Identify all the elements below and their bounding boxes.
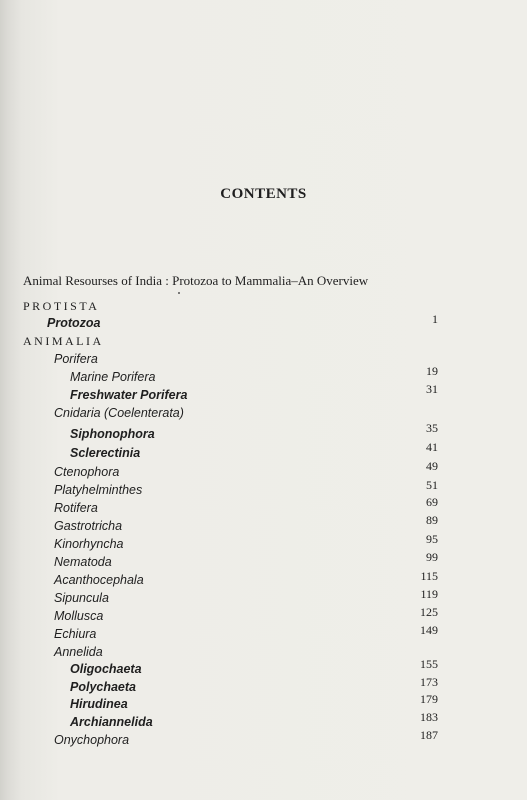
toc-entry-label: Siphonophora: [70, 427, 155, 441]
toc-page-number: 19: [426, 364, 438, 378]
toc-row-cnidaria: [0, 406, 527, 424]
toc-row-ctenophora: [0, 459, 527, 483]
contents-heading: CONTENTS: [220, 186, 307, 202]
toc-page-number: 179: [420, 692, 438, 706]
toc-row-polychaeta: [0, 675, 527, 698]
toc-row-marine-porifera: [0, 364, 527, 388]
toc-page-number: 115: [420, 569, 438, 583]
toc-row-platyhelminthes: [0, 478, 527, 501]
toc-page-number: 183: [420, 710, 438, 724]
toc-page-number: 125: [420, 605, 438, 619]
toc-page-number: 149: [420, 623, 438, 637]
toc-entry-label: Nematoda: [54, 555, 112, 569]
toc-entry-label: Archiannelida: [70, 715, 153, 729]
toc-entry-label: Gastrotricha: [54, 519, 123, 533]
toc-row-oligochaeta: [0, 657, 527, 680]
toc-page-number: 89: [426, 513, 438, 527]
toc-row-annelida: [0, 645, 527, 663]
toc-entry-label: Echiura: [54, 627, 97, 641]
toc-row-siphonophora: [0, 421, 527, 445]
toc-row-kinorhyncha: [0, 532, 527, 555]
toc-page-number: 173: [420, 675, 438, 689]
contents-subtitle: Animal Resourses of India : Protozoa to Mammalia–An Overview: [23, 273, 369, 288]
toc-row-rotifera: [0, 495, 527, 519]
toc-entry-label: Freshwater Porifera: [70, 388, 188, 402]
toc-page-number: 187: [420, 728, 438, 742]
toc-page-number: 51: [426, 478, 438, 492]
toc-row-hirudinea: [0, 692, 527, 715]
toc-row-sipuncula: [0, 587, 527, 609]
toc-row-animalia: [0, 334, 527, 352]
toc-entry-label: Hirudinea: [70, 697, 128, 711]
toc-row-mollusca: [0, 605, 527, 627]
toc-row-freshwater-porifera: [0, 382, 527, 406]
toc-entry-label: Marine Porifera: [70, 370, 156, 384]
toc-entry-label: Polychaeta: [70, 680, 137, 694]
toc-entry-label: Onychophora: [54, 733, 130, 747]
toc-page-number: 119: [420, 587, 438, 601]
toc-page-number: 31: [426, 382, 438, 396]
toc-entry-label: Annelida: [54, 645, 103, 659]
toc-entry-label: Cnidaria (Coelenterata): [54, 406, 184, 420]
toc-row-archiannelida: [0, 710, 527, 733]
toc-page-number: 155: [420, 657, 438, 671]
toc-page-number: 1: [432, 312, 438, 326]
toc-entry-label: Platyhelminthes: [54, 483, 143, 497]
toc-page-number: 69: [426, 495, 438, 509]
toc-entry-label: Acanthocephala: [54, 573, 144, 587]
toc-row-porifera: [0, 352, 527, 370]
toc-page-number: 41: [426, 440, 438, 454]
toc-row-onychophora: [0, 728, 527, 751]
toc-page-number: 35: [426, 421, 438, 435]
toc-entry-label: PROTISTA: [23, 299, 100, 313]
toc-row-echiura: [0, 623, 527, 645]
toc-entry-label: Protozoa: [47, 316, 101, 330]
toc-entry-label: Sipuncula: [54, 591, 109, 605]
toc-entry-label: Sclerectinia: [70, 446, 141, 460]
toc-row-sclerectinia: [0, 440, 527, 464]
toc-row-nematoda: [0, 550, 527, 573]
toc-page-number: 99: [426, 550, 438, 564]
toc-entry-label: ANIMALIA: [23, 334, 104, 348]
toc-entry-label: Oligochaeta: [70, 662, 142, 676]
toc-row-protozoa: [0, 312, 527, 334]
toc-row-protista: [0, 299, 527, 317]
print-speck: [178, 292, 180, 294]
toc-page-number: 49: [426, 459, 438, 473]
toc-page-number: 95: [426, 532, 438, 546]
toc-entry-label: Mollusca: [54, 609, 104, 623]
toc-row-gastrotricha: [0, 513, 527, 537]
toc-entry-label: Rotifera: [54, 501, 98, 515]
toc-entry-label: Porifera: [54, 352, 98, 366]
toc-entry-label: Kinorhyncha: [54, 537, 124, 551]
toc-row-acanthocephala: [0, 569, 527, 591]
toc-entry-label: Ctenophora: [54, 465, 120, 479]
